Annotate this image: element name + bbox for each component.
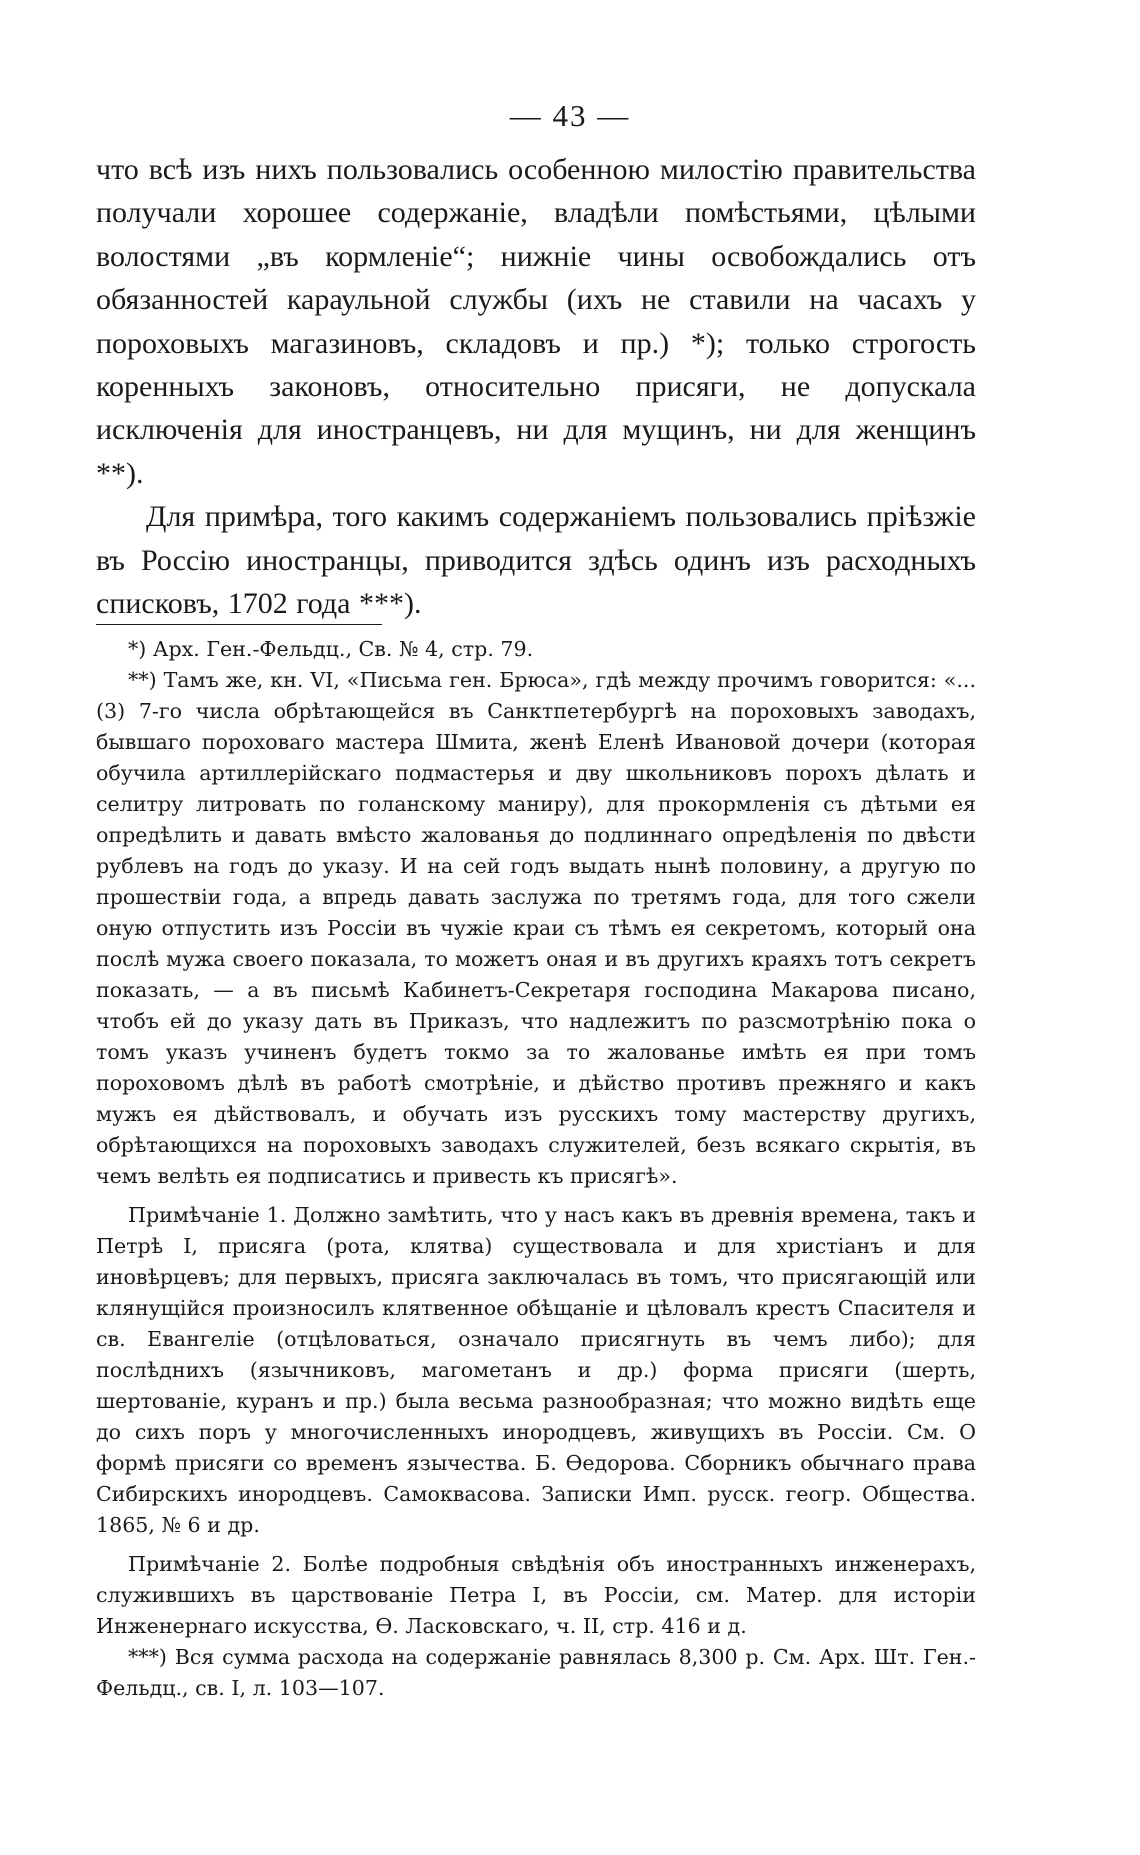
footnote-1: *) Арх. Ген.-Фельдц., Св. № 4, стр. 79. <box>128 637 534 661</box>
footnote-remark-2: Примѣчаніе 2. Болѣе подробныя свѣдѣнія объ иностранныхъ инженерахъ, служившихъ въ царствованіе Петра I, въ Россіи, см. Матер. для исторіи Инженернаго искусства, Ѳ. Ласковскаго, ч. II, стр. 416 и д. <box>96 1552 976 1638</box>
footnote-remark-1: Примѣчаніе 1. Должно замѣтить, что у насъ какъ въ древнія времена, такъ и Петрѣ I, присяга (рота, клятва) существовала и для христіанъ и для иновѣрцевъ; для первыхъ, присяга заключалась въ томъ, что присягающій или клянущійся произносилъ клятвенное обѣщаніе и цѣловалъ крестъ Спасителя и св. Евангеліе (отцѣловаться, означало присягнуть въ чемъ либо); для послѣднихъ (язычниковъ, магометанъ и др.) форма присяги (шерть, шертованіе, куранъ и пр.) была весьма разнообразная; что можно видѣть еще до сихъ поръ у многочисленныхъ инородцевъ, живущихъ въ Россіи. См. О формѣ присяги со временъ язычества. Б. Ѳедорова. Сборникъ обычнаго права Сибирскихъ инородцевъ. Самоквасова. Записки Имп. русск. геогр. Общества. 1865, № 6 и др. <box>96 1203 976 1537</box>
footnote-2: **) Тамъ же, кн. VI, «Письма ген. Брюса», гдѣ между прочимъ говорится: «... (3) 7-го числа обрѣтающейся въ Санктпетербургѣ на пороховыхъ заводахъ, бывшаго пороховаго мастера Шмита, женѣ Еленѣ Ивановой дочери (которая обучила артиллерійскаго подмастерья и дву школьниковъ порохъ дѣлать и селитру литровать по голанскому маниру), для прокормленія съ дѣтьми ея опредѣлить и давать вмѣсто жалованья до подлиннаго опредѣленія по двѣсти рублевъ на годъ до указу. И на сей годъ выдать нынѣ половину, а другую по прошествіи года, а впредь давать заслужа по третямъ года, для того сжели оную отпустить изъ Россіи въ чужіе краи съ тѣмъ ея секретомъ, который она послѣ мужа своего показала, то можетъ оная и въ другихъ краяхъ тотъ секретъ показать, — а въ письмѣ Кабинетъ-Секретаря господина Макарова писано, чтобъ ей до указу дать въ Приказъ, что надлежитъ по разсмотрѣнію пока о томъ указъ учиненъ будетъ токмо за то жалованье имѣть ея при томъ пороховомъ дѣлѣ въ работѣ смотрѣніе, и дѣйство противъ прежняго и какъ мужъ ея дѣйствовалъ, и обучать изъ русскихъ тому мастерству другихъ, обрѣтающихся на пороховыхъ заводахъ служителей, безъ всякаго скрытія, въ чемъ велѣть ея подписатись и привесть къ присягѣ». <box>96 668 976 1188</box>
footnotes <box>96 634 976 1704</box>
body-paragraph: Для примѣра, того какимъ содержаніемъ пользовались пріѣзжіе въ Россію иностранцы, приводится здѣсь одинъ изъ расходныхъ списковъ, 1702 года ***). <box>96 500 976 621</box>
footnote-3: ***) Вся сумма расхода на содержаніе равнялась 8,300 р. См. Арх. Шт. Ген.-Фельдц., св. I, л. 103—107. <box>96 1645 976 1700</box>
footnote-separator <box>96 624 382 625</box>
body-paragraph: что всѣ изъ нихъ пользовались особенною милостію правительства получали хорошее содержаніе, владѣли помѣстьями, цѣлыми волостями „въ кормленіе“; нижніе чины освобождались отъ обязанностей караульной службы (ихъ не ставили на часахъ у пороховыхъ магазиновъ, складовъ и пр.) *); только строгость коренныхъ законовъ, относительно присяги, не допускала исключенія для иностранцевъ, ни для мущинъ, ни для женщинъ **). <box>96 153 976 490</box>
main-text <box>96 148 976 625</box>
page-number: — 43 — <box>509 98 631 133</box>
